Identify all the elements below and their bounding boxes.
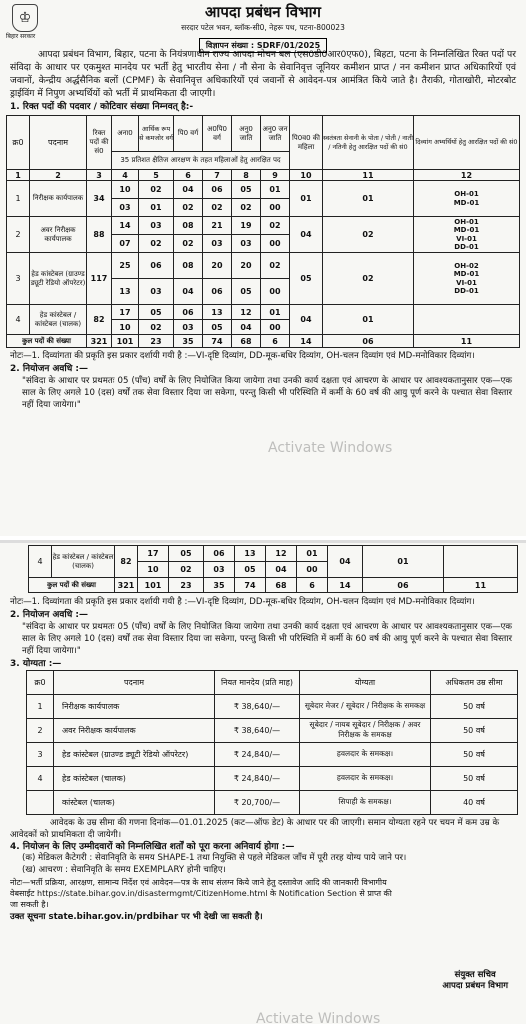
table-row xyxy=(7,217,520,235)
table-row xyxy=(7,181,520,199)
col-ebc: अ0पि0 वर्ग xyxy=(203,116,232,152)
cell-value: 6 xyxy=(297,578,328,593)
col-divyang: दिव्यांग अभ्यर्थियों हेतु आरक्षित पदों की सं0 xyxy=(414,116,520,170)
vacancy-table xyxy=(6,115,520,348)
column-number: 11 xyxy=(323,170,414,181)
divyang-entry: OH-02 xyxy=(454,261,479,270)
divyang-entry: DD-01 xyxy=(454,243,479,252)
table-cell: 01 xyxy=(261,181,290,199)
table-cell: 10 xyxy=(112,181,139,199)
table-row xyxy=(7,253,520,279)
column-number: 6 xyxy=(174,170,203,181)
cell-divyang xyxy=(444,546,518,578)
column-number: 9 xyxy=(261,170,290,181)
table-cell: 06 xyxy=(323,335,414,348)
cell-value: 03 xyxy=(204,562,235,578)
table-cell: 00 xyxy=(261,320,290,335)
table-cell: कांस्टेबल (चालक) xyxy=(54,790,215,814)
table-cell: 05 xyxy=(232,279,261,305)
table-cell: 19 xyxy=(232,217,261,235)
qualification-table xyxy=(26,670,518,815)
table-cell: 05 xyxy=(203,320,232,335)
cell-value: 02 xyxy=(169,562,204,578)
table-cell: 14 xyxy=(112,217,139,235)
table-cell: ₹ 38,640/— xyxy=(215,718,300,742)
vacancy-table-continued xyxy=(28,545,518,593)
divyang-entry: DD-01 xyxy=(454,287,479,296)
cell-sno: 4 xyxy=(29,546,52,578)
table-cell: ₹ 24,840/— xyxy=(215,742,300,766)
table-row xyxy=(27,790,518,814)
table-cell: 03 xyxy=(203,235,232,253)
col-max-age: अधिकतम उम्र सीमा xyxy=(431,670,518,694)
table-cell: अवर निरीक्षक कार्यपालक xyxy=(30,217,87,253)
tenure-text-top: "संविदा के आधार पर प्रथमतः 05 (पाँच) वर्षों के लिए नियोजित किया जायेगा तथा उनकी कार्य दक्षता एवं आचरण के आधार पर आवश्यकतानुसार एक—एक साल के लिए अगले 10 (दस) वर्षों तक सेवा विस्तार दिया जा सकेगा, परन्तु किसी भी परिस्थिति में कर्मी के 60 वर्ष की आयु पूर्ण करने के पश्चात सेवा विस्तार नहीं दिया जायेगा।" xyxy=(22,376,512,411)
cell-value: 05 xyxy=(169,546,204,562)
total-row xyxy=(7,335,520,348)
table-cell: 1 xyxy=(27,694,54,718)
table-cell: 00 xyxy=(261,199,290,217)
table-cell: 25 xyxy=(112,253,139,279)
table-cell: 04 xyxy=(174,279,203,305)
col-freedom-fighter: स्वतंत्रता सेनानी के पोता / पोती / नाती / नतिनी हेतु आरक्षित पदों की सं0 xyxy=(323,116,414,170)
table-cell: 101 xyxy=(112,335,139,348)
table-cell: 40 वर्ष xyxy=(431,790,518,814)
cell-value: 05 xyxy=(235,562,266,578)
col-total: रिक्त पदों की सं0 xyxy=(87,116,112,170)
table-cell: सूबेदार / नायब सूबेदार / निरीक्षक / अवर निरीक्षक के समकक्ष xyxy=(300,718,431,742)
table-cell: 13 xyxy=(203,305,232,320)
table-cell: 08 xyxy=(174,217,203,235)
table-cell: 02 xyxy=(203,199,232,217)
condition-medical: (क) मेडिकल कैटेगरी : सेवानिवृति के समय SHAPE-1 तथा नियुक्ति से पहले मेडिकल जाँच में पूरी तरह योग्य पाये जाने पर। xyxy=(22,853,407,864)
divyang-entry: OH-01 xyxy=(454,217,479,226)
table-cell: 34 xyxy=(87,181,112,217)
table-cell: हेड कांस्टेबल (चालक) xyxy=(54,766,215,790)
cell-value: 74 xyxy=(235,578,266,593)
cell-post: हेड कांस्टेबल / कांस्टेबल (चालक) xyxy=(52,546,115,578)
table-cell: ₹ 20,700/— xyxy=(215,790,300,814)
divyang-entry: VI-01 xyxy=(456,234,477,243)
table-cell: 117 xyxy=(87,253,112,305)
cell-value: 13 xyxy=(235,546,266,562)
signature-block xyxy=(442,969,508,991)
table-cell: 6 xyxy=(261,335,290,348)
column-number: 12 xyxy=(414,170,520,181)
section-3-heading: 3. योग्यता :— xyxy=(10,658,62,669)
table-cell: 21 xyxy=(203,217,232,235)
bottom-notice: उक्त सूचना state.bihar.gov.in/prdbihar पर भी देखी जा सकती है। xyxy=(10,911,263,922)
table-cell: हवलदार के समकक्ष। xyxy=(300,742,431,766)
section-4-heading: 4. नियोजन के लिए उम्मीदवारों को निम्नलिखित शर्तों को पूरा करना अनिवार्य होगा :— xyxy=(10,842,295,853)
table-cell: 02 xyxy=(139,181,174,199)
women-reservation-subheader: 35 प्रतिशत क्षैतिज आरक्षण के तहत महिलाओं हेतु आरक्षित पद xyxy=(112,152,290,170)
table-cell: 50 वर्ष xyxy=(431,766,518,790)
cell-value: 00 xyxy=(297,562,328,578)
watermark-top: Activate Windows xyxy=(268,440,393,456)
table-cell: 03 xyxy=(139,217,174,235)
divyang-entry: OH-01 xyxy=(454,190,479,199)
age-note: आवेदक के उम्र सीमा की गणना दिनांक—01.01.2025 (कट—ऑफ डेट) के आधार पर की जाएगी। समान योग्यता रहने पर चयन में कम उम्र के आवेदकों को प्राथमिकता दी जायेगी। xyxy=(10,817,500,840)
table-cell: अवर निरीक्षक कार्यपालक xyxy=(54,718,215,742)
tenure-text: "संविदा के आधार पर प्रथमतः 05 (पाँच) वर्षों के लिए नियोजित किया जायेगा तथा उनकी कार्य दक्षता एवं आचरण के आधार पर आवश्यकतानुसार एक—एक साल के लिए अगले 10 (दस) वर्षों तक सेवा विस्तार दिया जा सकेगा, परन्तु किसी भी परिस्थिति में कर्मी के 60 वर्ष की आयु पूर्ण करने के पश्चात सेवा विस्तार नहीं दिया जायेगा।" xyxy=(22,621,512,656)
table-cell: 06 xyxy=(203,279,232,305)
table-cell: हवलदार के समकक्ष। xyxy=(300,766,431,790)
table-cell: हेड कांस्टेबल / कांस्टेबल (चालक) xyxy=(30,305,87,335)
col-sc: अनु0 जाति xyxy=(232,116,261,152)
cell-value: 68 xyxy=(266,578,297,593)
table-cell: 01 xyxy=(139,199,174,217)
divyang-entry: MD-01 xyxy=(453,198,480,207)
table-cell: 08 xyxy=(174,253,203,279)
table-row xyxy=(27,766,518,790)
table-cell: 74 xyxy=(203,335,232,348)
cell-value: 04 xyxy=(266,562,297,578)
table-cell: 01 xyxy=(323,305,414,335)
column-number: 5 xyxy=(139,170,174,181)
table-cell: 50 वर्ष xyxy=(431,718,518,742)
col-ews: आर्थिक रूप से कमजोर वर्ग xyxy=(139,116,174,152)
table-cell: सिपाही के समकक्ष। xyxy=(300,790,431,814)
column-number-row xyxy=(7,170,520,181)
table-cell: 04 xyxy=(174,181,203,199)
table-cell: 03 xyxy=(112,199,139,217)
table-cell: 20 xyxy=(203,253,232,279)
table-cell: 03 xyxy=(232,235,261,253)
col-sno: क्र0 xyxy=(27,670,54,694)
table-cell: 321 xyxy=(87,335,112,348)
column-number: 3 xyxy=(87,170,112,181)
table-cell: 04 xyxy=(290,217,323,253)
qualification-rows xyxy=(27,694,518,814)
signatory-title: संयुक्त सचिव xyxy=(454,970,496,980)
column-number: 2 xyxy=(30,170,87,181)
table-cell: 4 xyxy=(27,766,54,790)
emblem-caption: बिहार सरकार xyxy=(6,33,36,40)
col-st: अनु0 जन जाति xyxy=(261,116,290,152)
col-bc: पि0 वर्ग xyxy=(174,116,203,152)
col-post: पदनाम xyxy=(54,670,215,694)
document-header xyxy=(0,0,526,50)
col-bc-women: पि0व0 की महिला xyxy=(290,116,323,170)
table-cell: 20 xyxy=(232,253,261,279)
col-ur: अना0 xyxy=(112,116,139,152)
divyang-cell xyxy=(414,181,520,217)
divyang-entry: VI-01 xyxy=(456,278,477,287)
table-cell: 06 xyxy=(174,305,203,320)
table-cell: 68 xyxy=(232,335,261,348)
condition-conduct: (ख) आचरण : सेवानिवृति के समय EXEMPLARY होनी चाहिए। xyxy=(22,865,226,876)
divyang-cell xyxy=(414,217,520,253)
watermark-bottom: Activate Windows xyxy=(256,1011,381,1024)
table-cell: 02 xyxy=(323,217,414,253)
table-cell: 1 xyxy=(7,181,30,217)
section-1-heading: 1. रिक्त पदों की पदवार / कोटिवार संख्या निम्नवत् है:- xyxy=(10,102,194,113)
intro-paragraph: आपदा प्रबंधन विभाग, बिहार, पटना के नियंत्रणाधीन राज्य आपदा मोचन बल (एस0डी0आर0एफ0), बिहटा, पटना के निम्नलिखित रिक्त पदों पर संविदा के आधार पर एकमुश्त मानदेय पर भर्ती हेतु भारतीय सेना / नौ सेना के सेवानिवृत्त जूनियर कमीशन प्राप्त / नन कमीशन प्राप्त अधिकारियों एवं जवानों, केन्द्रीय अर्द्धसैनिक बलों (CPMF) के सेवानिवृत्त अधिकारियों एवं जवानों से आवेदन-पत्र आमंत्रित किये जाते है। तैराकी, गोताखोरी, मोटरबोट ड्राईविंग में निपुण अभ्यर्थियों को भर्ती में प्राथमिकता दी जाएगी। xyxy=(10,49,516,100)
table-cell: 05 xyxy=(232,181,261,199)
table-cell: 00 xyxy=(261,235,290,253)
table-cell: 13 xyxy=(112,279,139,305)
col-post: पदनाम xyxy=(30,116,87,170)
column-number: 10 xyxy=(290,170,323,181)
table-cell: 14 xyxy=(290,335,323,348)
table-row xyxy=(7,305,520,320)
table-cell: 02 xyxy=(261,217,290,235)
cell-value: 101 xyxy=(138,578,169,593)
cell-total: 321 xyxy=(115,578,138,593)
table-cell: हेड कांस्टेबल (ग्राउण्ड ड्यूटी रेडियो ऑपरेटर) xyxy=(30,253,87,305)
cell-divyang: 11 xyxy=(444,578,518,593)
table-cell: 02 xyxy=(139,235,174,253)
column-number: 8 xyxy=(232,170,261,181)
table-row xyxy=(27,694,518,718)
table-cell: 02 xyxy=(323,253,414,305)
document-sheet-bottom xyxy=(0,540,526,1024)
divyang-entry: MD-01 xyxy=(453,226,480,235)
table-cell: 04 xyxy=(232,320,261,335)
table-cell: 05 xyxy=(139,305,174,320)
table-cell: निरीक्षक कार्यपालक xyxy=(30,181,87,217)
col-pay: नियत मानदेय (प्रति माह) xyxy=(215,670,300,694)
table-cell: सूबेदार मेजर / सूबेदार / निरीक्षक के समकक्ष xyxy=(300,694,431,718)
note-divyang: नोटः—1. दिव्यांगता की प्रकृति इस प्रकार दर्शायी गयी है :—VI-दृष्टि दिव्यांग, DD-मूक-बधिर दिव्यांग, OH-चलन दिव्यांग एवं MD-मनोविकार दिव्यांग। xyxy=(10,597,475,607)
table-cell: 17 xyxy=(112,305,139,320)
table-cell: 01 xyxy=(261,305,290,320)
cell-total-label: कुल पदों की संख्या xyxy=(29,578,115,593)
table-cell: 02 xyxy=(174,199,203,217)
table-cell: 05 xyxy=(290,253,323,305)
final-note: नोटः—भर्ती प्रक्रिया, आरक्षण, सामान्य निर्देश एवं आवेदन—पत्र के साथ संलग्न किये जाने हेतु दस्तावेज आदि की जानकारी विभागीय वेबसाईट https://state.bihar.gov.in/disastermgmt/CitizenHome.html के Notification Section से प्राप्त की जा सकती है। xyxy=(10,877,392,909)
table-cell: 03 xyxy=(174,320,203,335)
section-2-heading: 2. नियोजन अवधि :— xyxy=(10,609,88,620)
department-title: आपदा प्रबंधन विभाग xyxy=(205,3,321,21)
cell-value: 23 xyxy=(169,578,204,593)
table-cell: 2 xyxy=(7,217,30,253)
divyang-entry: MD-01 xyxy=(453,270,480,279)
signatory-department: आपदा प्रबंधन विभाग xyxy=(442,981,508,991)
cell-value: 12 xyxy=(266,546,297,562)
table-cell: 10 xyxy=(112,320,139,335)
table-cell: 02 xyxy=(232,199,261,217)
section-2-heading-top: 2. नियोजन अवधि :— xyxy=(10,364,88,375)
table-cell: ₹ 38,640/— xyxy=(215,694,300,718)
table-row xyxy=(27,718,518,742)
cell-value: 10 xyxy=(138,562,169,578)
table-cell: 23 xyxy=(139,335,174,348)
column-number: 1 xyxy=(7,170,30,181)
table-cell xyxy=(27,790,54,814)
cell-ff: 01 xyxy=(363,546,444,578)
state-emblem-icon: ♔ xyxy=(12,4,38,32)
column-number: 4 xyxy=(112,170,139,181)
table-cell: 03 xyxy=(139,279,174,305)
cell-ff: 06 xyxy=(363,578,444,593)
table-cell: 82 xyxy=(87,305,112,335)
table-cell: 02 xyxy=(139,320,174,335)
table-cell: कुल पदों की संख्या xyxy=(7,335,87,348)
cell-value: 17 xyxy=(138,546,169,562)
cell-total: 82 xyxy=(115,546,138,578)
col-qualification: योग्यता xyxy=(300,670,431,694)
table-cell: 2 xyxy=(27,718,54,742)
table-cell: 4 xyxy=(7,305,30,335)
table-cell: 06 xyxy=(139,253,174,279)
cell-value: 01 xyxy=(297,546,328,562)
table-cell: हेड कांस्टेबल (ग्राउण्ड ड्यूटी रेडियो ऑपरेटर) xyxy=(54,742,215,766)
table-cell: 3 xyxy=(7,253,30,305)
cell-women: 04 xyxy=(328,546,363,578)
table-cell: 00 xyxy=(261,279,290,305)
cell-women: 14 xyxy=(328,578,363,593)
table-cell: 50 वर्ष xyxy=(431,742,518,766)
table-cell: निरीक्षक कार्यपालक xyxy=(54,694,215,718)
table-cell: 02 xyxy=(174,235,203,253)
table-cell: ₹ 24,840/— xyxy=(215,766,300,790)
advertisement-number: विज्ञापन संख्या : SDRF/01/2025 xyxy=(199,38,327,53)
table-row xyxy=(27,742,518,766)
note-divyang-top: नोटः—1. दिव्यांगता की प्रकृति इस प्रकार दर्शायी गयी है :—VI-दृष्टि दिव्यांग, DD-मूक-बधिर दिव्यांग, OH-चलन दिव्यांग एवं MD-मनोविकार दिव्यांग। xyxy=(10,351,475,362)
cell-value: 06 xyxy=(204,546,235,562)
table-cell: 11 xyxy=(414,335,520,348)
column-number: 7 xyxy=(203,170,232,181)
cell-value: 35 xyxy=(204,578,235,593)
table-cell: 88 xyxy=(87,217,112,253)
col-sno: क्र0 xyxy=(7,116,30,170)
table-cell: 06 xyxy=(203,181,232,199)
table-cell: 12 xyxy=(232,305,261,320)
table-cell: 3 xyxy=(27,742,54,766)
divyang-cell xyxy=(414,253,520,305)
table-cell: 02 xyxy=(261,253,290,279)
divyang-cell xyxy=(414,305,520,335)
table-cell: 35 xyxy=(174,335,203,348)
table-cell: 50 वर्ष xyxy=(431,694,518,718)
department-address: सरदार पटेल भवन, ब्लॉक-सी0, नेहरू पथ, पटना-800023 xyxy=(181,23,345,32)
table-cell: 04 xyxy=(290,305,323,335)
table-cell: 01 xyxy=(290,181,323,217)
table-cell: 01 xyxy=(323,181,414,217)
table-cell: 07 xyxy=(112,235,139,253)
